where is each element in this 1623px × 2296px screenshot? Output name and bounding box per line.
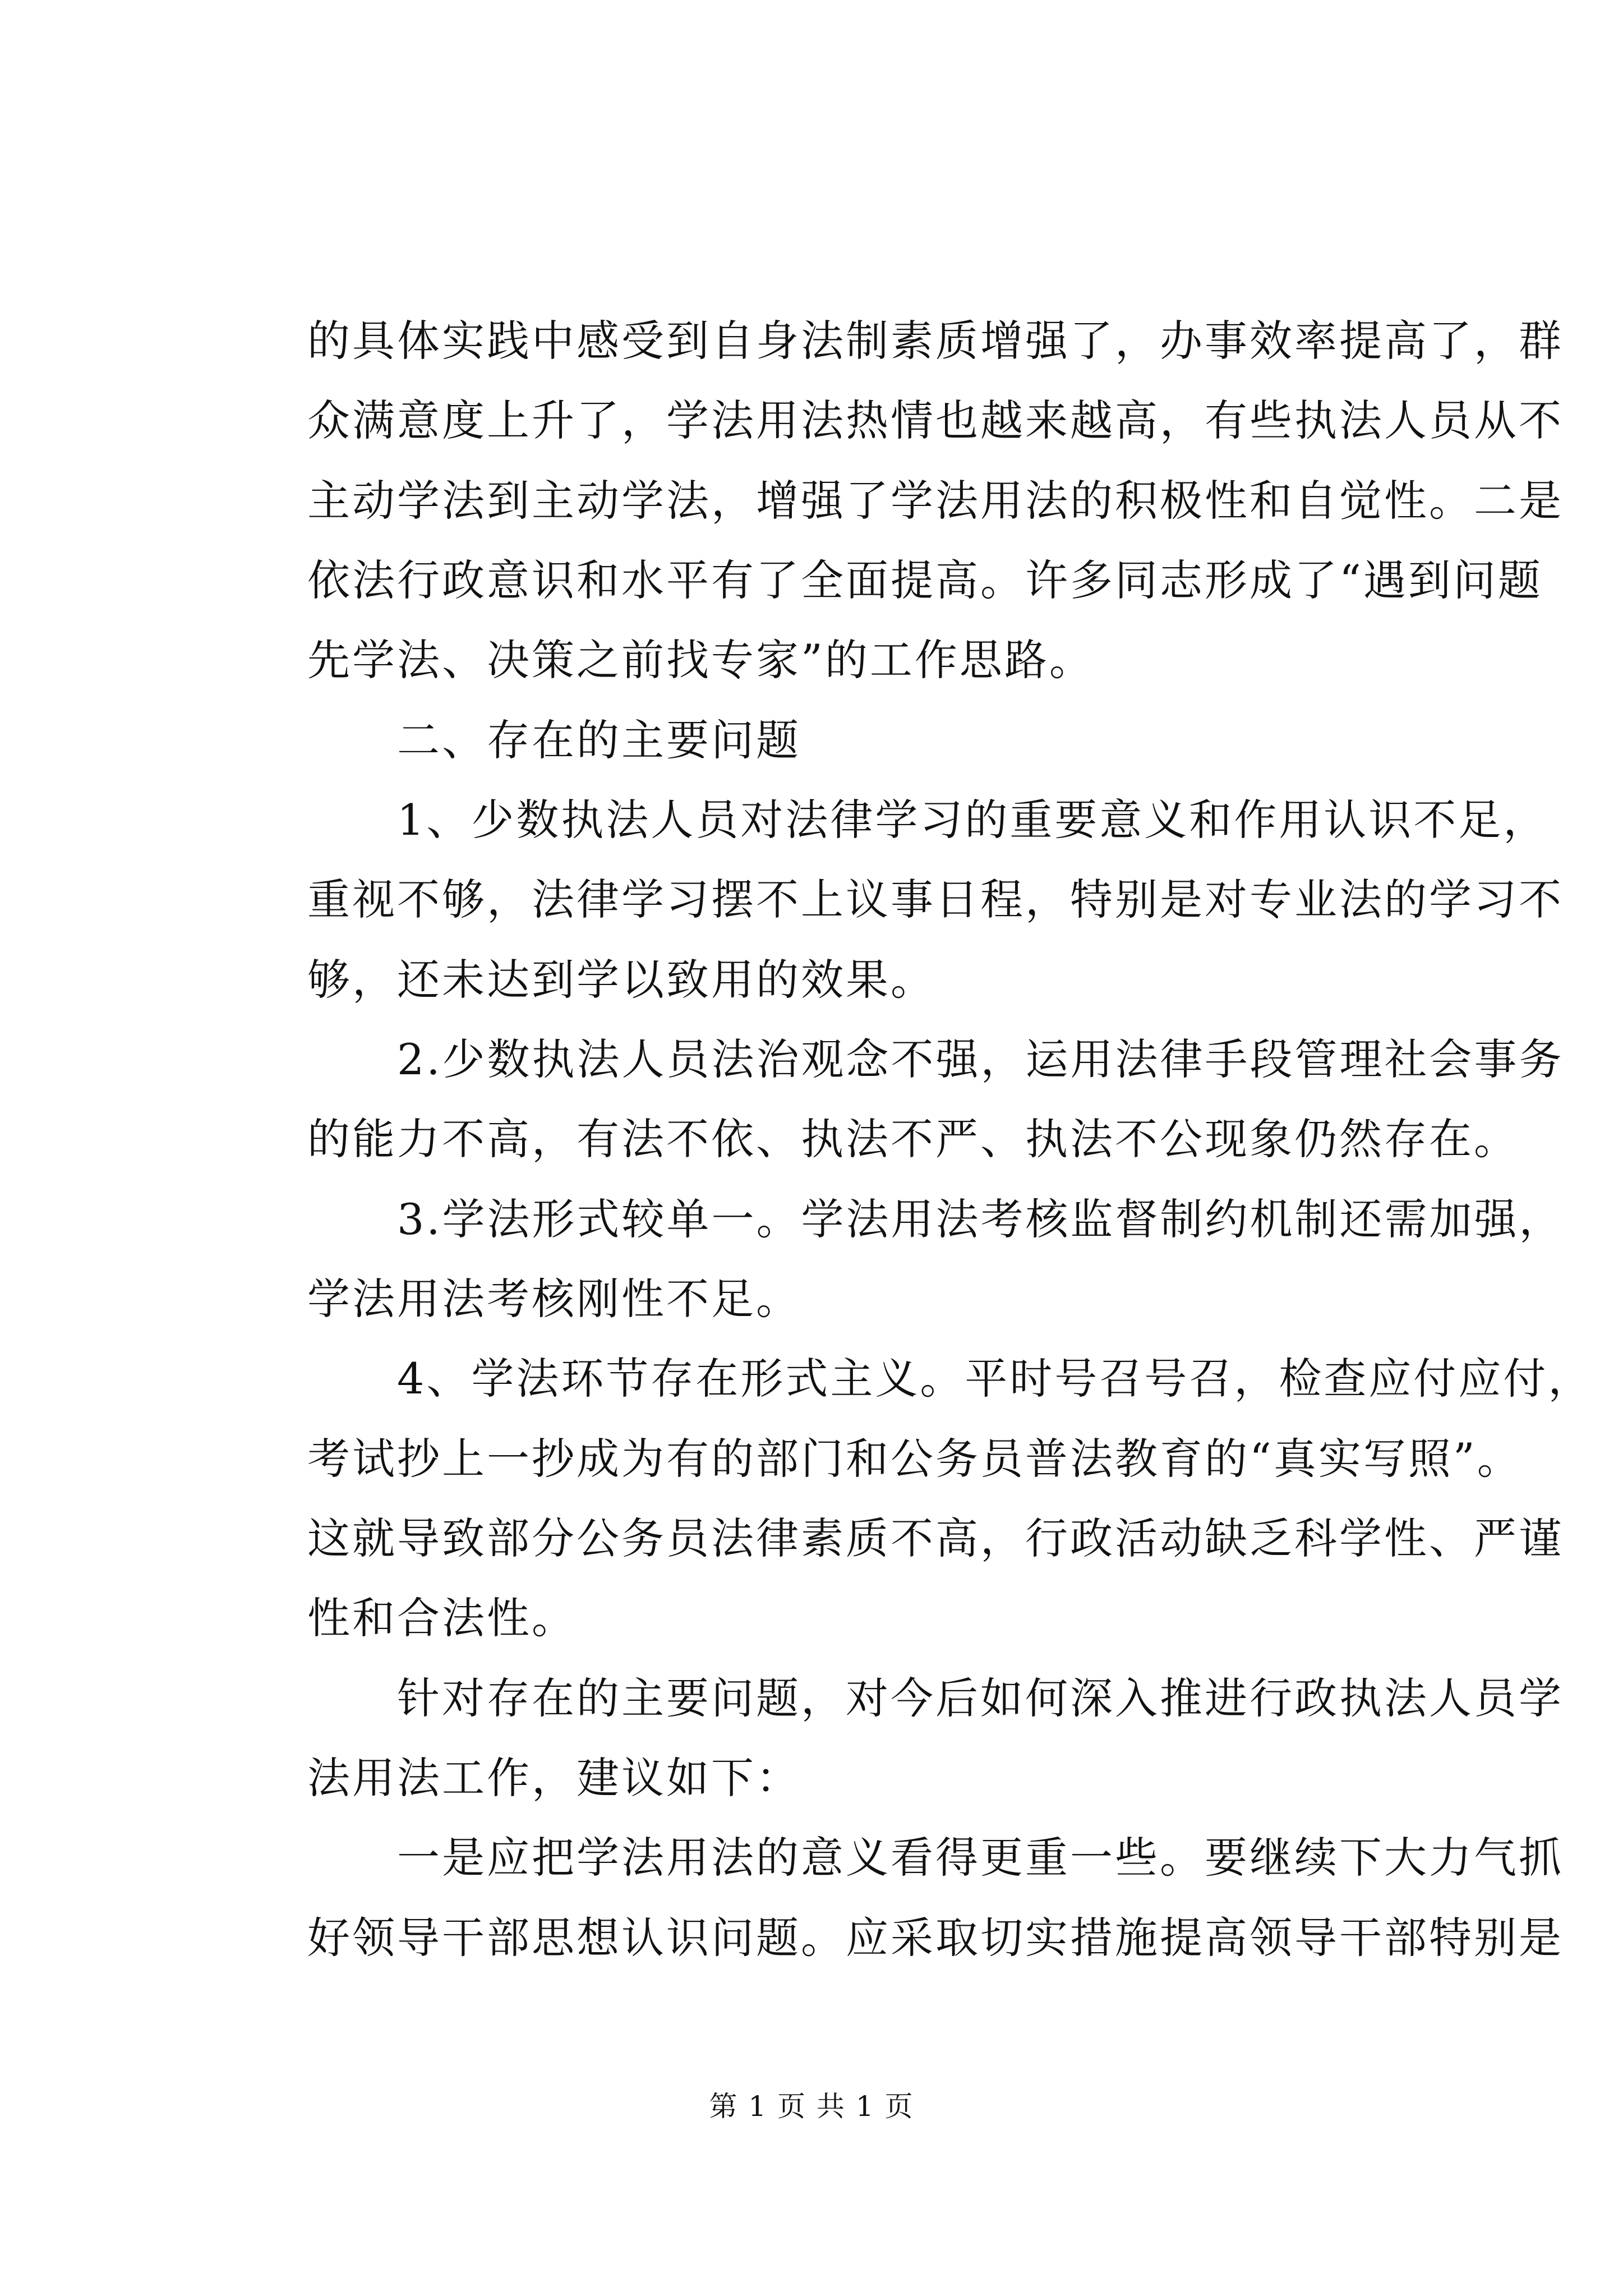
text-line: 好领导干部思想认识问题。应采取切实措施提高领导干部特别是 <box>307 1913 1564 1963</box>
text-line: 主动学法到主动学法，增强了学法用法的积极性和自觉性。二是 <box>307 476 1564 526</box>
text-line: 的具体实践中感受到自身法制素质增强了，办事效率提高了，群 <box>307 316 1564 366</box>
text-line: 性和合法性。 <box>307 1593 577 1643</box>
text-line: 考试抄上一抄成为有的部门和公务员普法教育的“真实写照”。 <box>307 1434 1522 1484</box>
text-line: 够，还未达到学以致用的效果。 <box>307 955 935 1005</box>
text-line: 4、学法环节存在形式主义。平时号召号召，检查应付应付， <box>397 1354 1593 1404</box>
text-line: 学法用法考核刚性不足。 <box>307 1274 801 1324</box>
text-line: 针对存在的主要问题，对今后如何深入推进行政执法人员学 <box>397 1673 1564 1723</box>
text-line: 重视不够，法律学习摆不上议事日程，特别是对专业法的学习不 <box>307 875 1564 924</box>
text-line: 众满意度上升了，学法用法热情也越来越高，有些执法人员从不 <box>307 395 1564 445</box>
text-line: 的能力不高，有法不依、执法不严、执法不公现象仍然存在。 <box>307 1114 1519 1164</box>
text-line: 这就导致部分公务员法律素质不高，行政活动缺乏科学性、严谨 <box>307 1513 1564 1563</box>
text-line: 一是应把学法用法的意义看得更重一些。要继续下大力气抓 <box>397 1833 1564 1883</box>
text-line: 先学法、决策之前找专家”的工作思路。 <box>307 635 1094 685</box>
text-line: 依法行政意识和水平有了全面提高。许多同志形成了“遇到问题 <box>307 555 1543 605</box>
page-footer: 第 1 页 共 1 页 <box>709 2090 914 2123</box>
text-line: 法用法工作，建议如下： <box>307 1753 801 1803</box>
text-line: 1、少数执法人员对法律学习的重要意义和作用认识不足， <box>397 795 1548 845</box>
text-line: 2.少数执法人员法治观念不强，运用法律手段管理社会事务 <box>397 1034 1564 1084</box>
section-heading: 二、存在的主要问题 <box>397 715 801 765</box>
text-line: 3.学法形式较单一。学法用法考核监督制约机制还需加强， <box>397 1194 1564 1244</box>
